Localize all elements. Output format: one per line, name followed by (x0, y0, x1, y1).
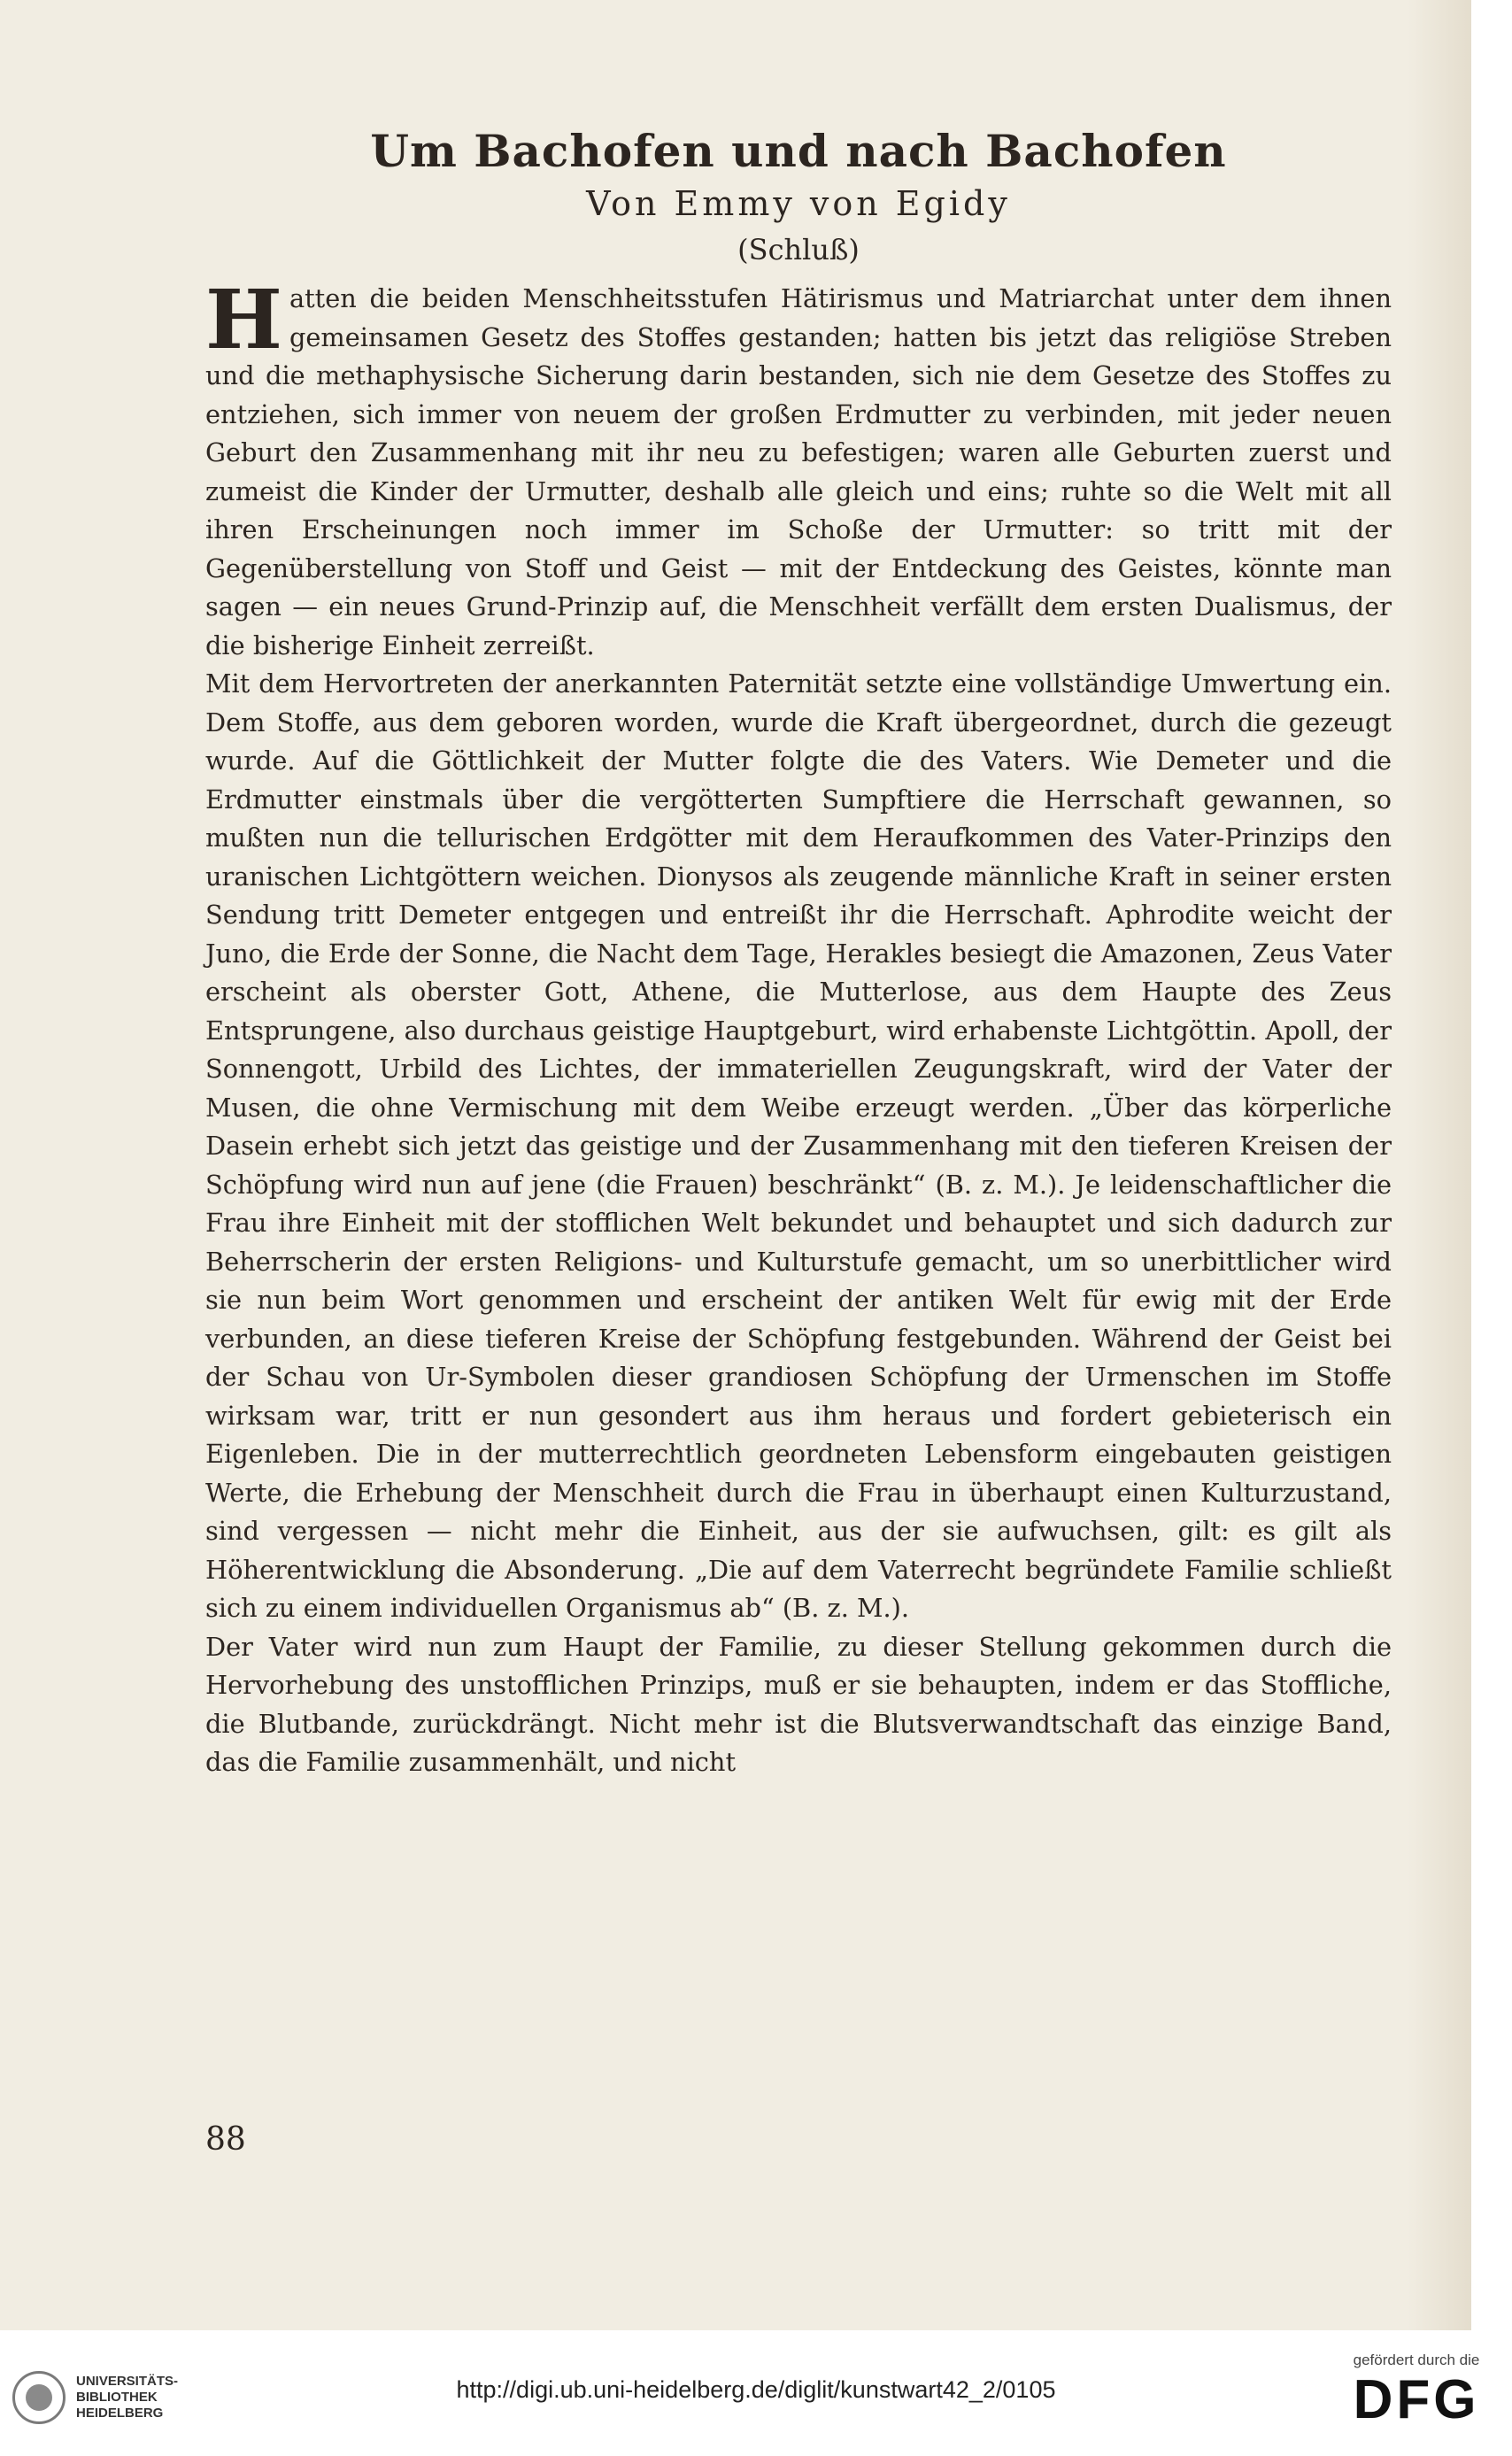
paragraph-3: Der Vater wird nun zum Haupt der Familie, zu dieser Stellung gekommen durch die Hervorhebung des unstofflichen Prinzips, muß er sie behaupten, indem er das Stoffliche, die Blutbande, zurückdrängt. Nicht mehr ist die Blutsverwandtschaft das einzige Band, das die Familie zusammenhält, und nicht (205, 1631, 1392, 1777)
article-title: Um Bachofen und nach Bachofen (370, 125, 1227, 177)
paragraph-2: Mit dem Hervortreten der anerkannten Paternität setzte eine vollständige Umwertung ein. Dem Stoffe, aus dem geboren worden, wurde die Kraft übergeordnet, durch die gezeugt wurde. Auf die Göttlichkeit der Mutter folgte die des Vaters. Wie Demeter und die Erdmutter einstmals über die vergötterten Sumpftiere die Herrschaft gewannen, so mußten nun die tellurischen Erdgötter mit dem Heraufkommen des Vater-Prinzips den uranischen Lichtgöttern weichen. Dionysos als zeugende männliche Kraft in seiner ersten Sendung tritt Demeter entgegen und entreißt ihr die Herrschaft. Aphrodite weicht der Juno, die Erde der Sonne, die Nacht dem Tage, Herakles besiegt die Amazonen, Zeus Vater erscheint als oberster Gott, Athene, die Mutterlose, aus dem Haupte des Zeus Entsprungene, also durchaus geistige Hauptgeburt, wird erhabenste Lichtgöttin. Apoll, der Sonnengott, Urbild des Lichtes, der immateriellen Zeugungskraft, wird der Vater der Musen, die ohne Vermischung mit dem Weibe erzeugt werden. „Über das körperliche Dasein erhebt sich jetzt das geistige und der Zusammenhang mit den tieferen Kreisen der Schöpfung wird nun auf jene (die Frauen) beschränkt“ (B. z. M.). Je leidenschaftlicher die Frau ihre Einheit mit der stofflichen Welt bekundet und behauptet und sich dadurch zur Beherrscherin der ersten Religions- und Kulturstufe gemacht, um so unerbittlicher wird sie nun beim Wort genommen und erscheint der antiken Welt für ewig mit der Erde verbunden, an diese tieferen Kreise der Schöpfung festgebunden. Während der Geist bei der Schau von Ur-Symbolen dieser grandiosen Schöpfung der Urmenschen im Stoffe wirksam war, tritt er nun gesondert aus ihm heraus und fordert gebieterisch ein Eigenleben. Die in der mutterrechtlich geordneten Lebensform eingebauten geistigen Werte, die Erhebung der Menschheit durch die Frau in überhaupt einen Kulturzustand, sind vergessen — nicht mehr die Einheit, aus der sie aufwuchsen, gilt: es gilt als Höherentwicklung die Absonderung. „Die auf dem Vaterrecht begründete Familie schließt sich zu einem individuellen Organismus ab“ (B. z. M.). (205, 668, 1392, 1623)
paragraph-1 (205, 272, 1392, 665)
article-subtitle: (Schluß) (737, 233, 860, 266)
paragraph-1-text: atten die beiden Menschheitsstufen Hätirismus und Matriarchat unter dem ihnen gemeinsamen Gesetz des Stoffes gestanden; hatten bis jetzt das religiöse Streben und die methaphysische Sicherung darin bestanden, sich nie dem Gesetze des Stoffes zu entziehen, sich immer von neuem der großen Erdmutter zu verbinden, mit jeder neuen Geburt den Zusammenhang mit ihr neu zu befestigen; waren alle Geburten zuerst und zumeist die Kinder der Urmutter, deshalb alle gleich und eins; ruhte so die Welt mit all ihren Erscheinungen noch immer im Schoße der Urmutter: so tritt mit der Gegenüberstellung von Stoff und Geist — mit der Entdeckung des Geistes, könnte man sagen — ein neues Grund-Prinzip auf, die Menschheit verfällt dem ersten Dualismus, der die bisherige Einheit zerreißt. (205, 283, 1392, 660)
article (205, 124, 1392, 1782)
page-number: 88 (205, 2121, 246, 2158)
article-byline: Von Emmy von Egidy (586, 184, 1011, 223)
dfg-logo: DFG (1353, 2369, 1480, 2430)
logo-line-1: UNIVERSITÄTS- (76, 2374, 179, 2389)
funder-logo[interactable] (1337, 2352, 1496, 2431)
permalink-url[interactable]: http://digi.ub.uni-heidelberg.de/diglit/kunstwart42_2/0105 (456, 2376, 1056, 2403)
funder-label: gefördert durch die (1353, 2352, 1480, 2368)
facing-page-edge (1408, 0, 1471, 2330)
logo-line-3: HEIDELBERG (76, 2406, 164, 2421)
logo-line-2: BIBLIOTHEK (76, 2390, 158, 2405)
drop-cap: H (205, 272, 282, 367)
footer-bar (0, 2330, 1512, 2456)
